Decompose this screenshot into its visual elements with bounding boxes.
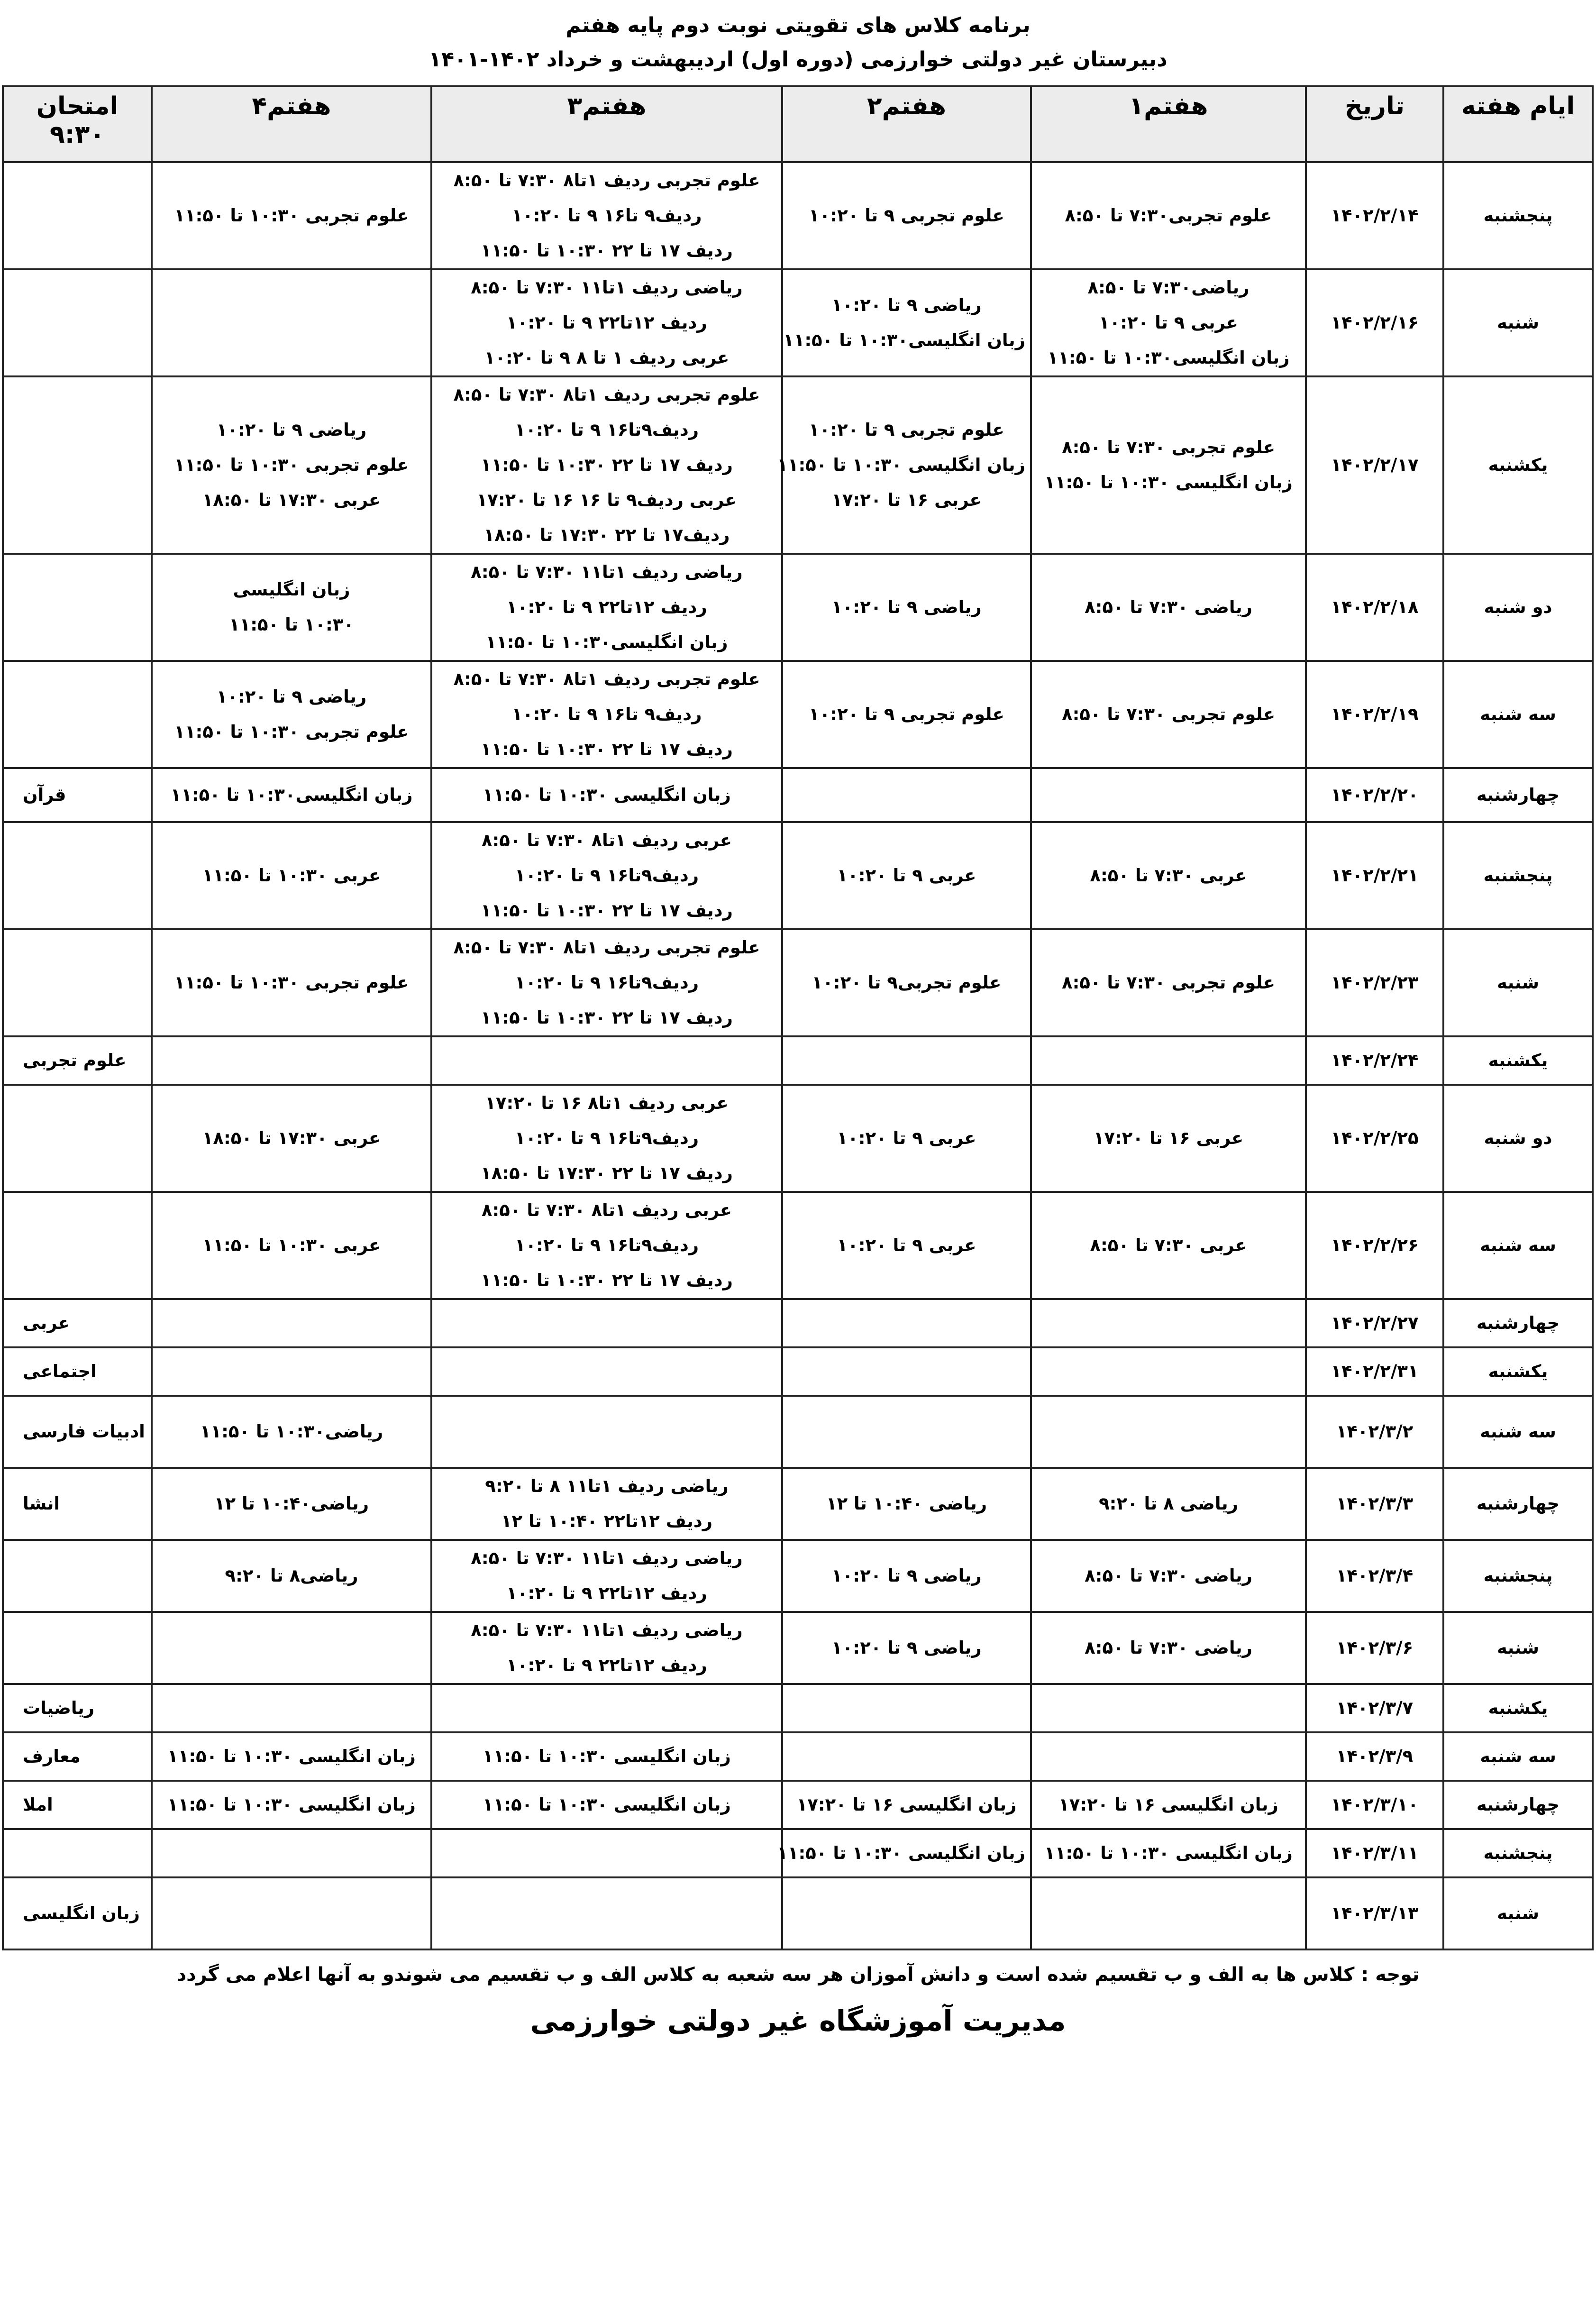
day-cell: سه شنبه <box>1443 1192 1593 1299</box>
header-week3: هفتم۳ <box>431 86 782 162</box>
week1-cell <box>1031 929 1306 1036</box>
week4-cell <box>152 1396 431 1468</box>
schedule-row <box>3 1347 1593 1396</box>
date-cell: ۱۴۰۲/۲/۳۱ <box>1306 1347 1443 1396</box>
exam-cell <box>3 1540 152 1612</box>
class-entry: زبان انگلیسی <box>233 579 350 600</box>
schedule-row <box>3 1192 1593 1299</box>
exam-cell <box>3 1085 152 1192</box>
week1-cell <box>1031 768 1306 822</box>
week1-cell <box>1031 1829 1306 1877</box>
class-entry: عربی ردیف۹ تا ۱۶ ۱۶ تا ۱۷:۲۰ <box>476 490 737 510</box>
note-text: توجه : کلاس ها به الف و ب تقسیم شده است و دانش آموزان هر سه شعبه به کلاس الف و ب تقسیم می شوندو به آنها اعلام می گردد <box>176 1964 1420 1986</box>
day-cell: سه شنبه <box>1443 1732 1593 1781</box>
date-cell: ۱۴۰۲/۳/۲ <box>1306 1396 1443 1468</box>
class-entry: زبان انگلیسی۱۰:۳۰ تا ۱۱:۵۰ <box>170 785 413 805</box>
week2-cell <box>782 1612 1031 1684</box>
week1-cell <box>1031 554 1306 661</box>
schedule-row <box>3 1396 1593 1468</box>
class-entry: عربی ۹ تا ۱۰:۲۰ <box>1099 312 1238 333</box>
week1-cell <box>1031 1781 1306 1829</box>
week1-cell <box>1031 1085 1306 1192</box>
schedule-row <box>3 269 1593 376</box>
week2-cell <box>782 929 1031 1036</box>
week3-cell <box>431 768 782 822</box>
class-entry: علوم تجربی ۹ تا ۱۰:۲۰ <box>809 420 1004 440</box>
class-entry: علوم تجربی ۱۰:۳۰ تا ۱۱:۵۰ <box>174 455 409 475</box>
day-cell: چهارشنبه <box>1443 768 1593 822</box>
week4-cell <box>152 822 431 929</box>
class-entry: زبان انگلیسی ۱۰:۳۰ تا ۱۱:۵۰ <box>777 1843 1025 1863</box>
date-cell: ۱۴۰۲/۲/۲۵ <box>1306 1085 1443 1192</box>
class-entry: ریاضی ۹ تا ۱۰:۲۰ <box>216 420 367 440</box>
class-entry: ردیف۹تا۱۶ ۹ تا ۱۰:۲۰ <box>515 420 699 440</box>
exam-cell: معارف <box>3 1732 152 1781</box>
class-entry: عربی ردیف ۱تا۸ ۱۶ تا ۱۷:۲۰ <box>485 1093 729 1113</box>
week2-cell <box>782 1299 1031 1347</box>
schedule-row <box>3 1036 1593 1085</box>
day-cell: یکشنبه <box>1443 376 1593 554</box>
week4-cell <box>152 1829 431 1877</box>
header-exam-label: امتحان <box>36 92 119 120</box>
class-entry: زبان انگلیسی ۱۰:۳۰ تا ۱۱:۵۰ <box>1044 472 1293 493</box>
week3-cell <box>431 1540 782 1612</box>
schedule-row <box>3 1468 1593 1540</box>
class-entry: عربی ۱۶ تا ۱۷:۲۰ <box>831 490 982 510</box>
week3-cell <box>431 1732 782 1781</box>
schedule-row <box>3 162 1593 269</box>
day-cell: چهارشنبه <box>1443 1299 1593 1347</box>
class-entry: علوم تجربی ۹ تا ۱۰:۲۰ <box>809 205 1004 226</box>
class-entry: ریاضی۸ تا ۹:۲۰ <box>225 1565 358 1586</box>
class-entry: ردیف ۱۷ تا ۲۲ ۱۰:۳۰ تا ۱۱:۵۰ <box>481 739 733 760</box>
week2-cell <box>782 1396 1031 1468</box>
week4-cell <box>152 554 431 661</box>
header-exam <box>3 86 152 162</box>
week4-cell <box>152 1877 431 1949</box>
week4-cell <box>152 1468 431 1540</box>
class-entry: عربی ۹ تا ۱۰:۲۰ <box>837 1235 976 1255</box>
week1-cell <box>1031 269 1306 376</box>
week4-cell <box>152 376 431 554</box>
week3-cell <box>431 1781 782 1829</box>
schedule-row <box>3 768 1593 822</box>
week4-cell <box>152 1612 431 1684</box>
date-cell: ۱۴۰۲/۳/۱۰ <box>1306 1781 1443 1829</box>
exam-cell <box>3 376 152 554</box>
week3-cell <box>431 661 782 768</box>
page-title: برنامه کلاس های تقویتی نوبت دوم پایه هفتم <box>565 13 1031 37</box>
date-cell: ۱۴۰۲/۲/۲۴ <box>1306 1036 1443 1085</box>
week1-cell <box>1031 1468 1306 1540</box>
week3-cell <box>431 376 782 554</box>
week2-cell <box>777 376 1031 554</box>
class-entry: ریاضی ردیف ۱تا۱۱ ۷:۳۰ تا ۸:۵۰ <box>471 1620 743 1640</box>
day-cell: چهارشنبه <box>1443 1468 1593 1540</box>
week1-cell <box>1031 1877 1306 1949</box>
week2-cell <box>782 768 1031 822</box>
class-entry: زبان انگلیسی ۱۰:۳۰ تا ۱۱:۵۰ <box>777 455 1025 475</box>
date-cell: ۱۴۰۲/۳/۶ <box>1306 1612 1443 1684</box>
class-entry: علوم تجربی ردیف ۱تا۸ ۷:۳۰ تا ۸:۵۰ <box>453 170 760 191</box>
class-entry: ردیف ۱۲تا۲۲ ۱۰:۴۰ تا ۱۲ <box>501 1511 713 1531</box>
class-entry: زبان انگلیسی۱۰:۳۰ تا ۱۱:۵۰ <box>783 330 1025 350</box>
week2-cell <box>777 1829 1031 1877</box>
class-entry: ریاضی۱۰:۳۰ تا ۱۱:۵۰ <box>200 1421 383 1442</box>
schedule-row <box>3 1829 1593 1877</box>
class-entry: علوم تجربی ۱۰:۳۰ تا ۱۱:۵۰ <box>174 722 409 742</box>
week4-cell <box>152 1036 431 1085</box>
class-entry: ردیف ۱۷ تا ۲۲ ۱۰:۳۰ تا ۱۱:۵۰ <box>481 1007 733 1028</box>
exam-cell: اجتماعی <box>3 1347 152 1396</box>
week4-cell <box>152 1540 431 1612</box>
week1-cell <box>1031 1347 1306 1396</box>
class-entry: ۱۰:۳۰ تا ۱۱:۵۰ <box>229 614 354 635</box>
date-cell: ۱۴۰۲/۲/۱۶ <box>1306 269 1443 376</box>
day-cell: شنبه <box>1443 1612 1593 1684</box>
week3-cell <box>431 929 782 1036</box>
week2-cell <box>782 1684 1031 1732</box>
schedule-row <box>3 661 1593 768</box>
class-entry: زبان انگلیسی ۱۶ تا ۱۷:۲۰ <box>1058 1794 1278 1815</box>
date-cell: ۱۴۰۲/۲/۲۱ <box>1306 822 1443 929</box>
class-entry: علوم تجربی ردیف ۱تا۸ ۷:۳۰ تا ۸:۵۰ <box>453 669 760 689</box>
class-entry: ردیف۹ تا۱۶ ۹ تا ۱۰:۲۰ <box>511 704 702 724</box>
week2-cell <box>782 269 1031 376</box>
exam-cell <box>3 661 152 768</box>
date-cell: ۱۴۰۲/۲/۱۴ <box>1306 162 1443 269</box>
schedule-row <box>3 1732 1593 1781</box>
class-entry: عربی ردیف ۱ تا ۸ ۹ تا ۱۰:۲۰ <box>484 348 730 368</box>
date-cell: ۱۴۰۲/۳/۳ <box>1306 1468 1443 1540</box>
week3-cell <box>431 269 782 376</box>
week2-cell <box>782 554 1031 661</box>
date-cell: ۱۴۰۲/۲/۲۰ <box>1306 768 1443 822</box>
date-cell: ۱۴۰۲/۲/۱۷ <box>1306 376 1443 554</box>
exam-cell: املا <box>3 1781 152 1829</box>
class-entry: ردیف ۱۲تا۲۲ ۹ تا ۱۰:۲۰ <box>506 597 707 617</box>
day-cell: دو شنبه <box>1443 554 1593 661</box>
schedule-row <box>3 1781 1593 1829</box>
week1-cell <box>1031 1540 1306 1612</box>
day-cell: یکشنبه <box>1443 1036 1593 1085</box>
week2-cell <box>782 1877 1031 1949</box>
week3-cell <box>431 1299 782 1347</box>
week4-cell <box>152 1347 431 1396</box>
week4-cell <box>152 929 431 1036</box>
class-entry: ریاضی ۸ تا ۹:۲۰ <box>1099 1493 1238 1514</box>
class-entry: علوم تجربی۷:۳۰ تا ۸:۵۰ <box>1065 205 1272 226</box>
class-entry: ردیف۱۷ تا ۲۲ ۱۷:۳۰ تا ۱۸:۵۰ <box>483 525 730 545</box>
exam-cell: زبان انگلیسی <box>3 1877 152 1949</box>
week4-cell <box>152 1192 431 1299</box>
class-entry: علوم تجربی ۷:۳۰ تا ۸:۵۰ <box>1061 704 1275 724</box>
header-week4: هفتم۴ <box>152 86 431 162</box>
class-entry: ریاضی ۷:۳۰ تا ۸:۵۰ <box>1085 1565 1252 1586</box>
schedule-row <box>3 1540 1593 1612</box>
week3-cell <box>431 1036 782 1085</box>
day-cell: شنبه <box>1443 269 1593 376</box>
exam-cell <box>3 1612 152 1684</box>
class-entry: زبان انگلیسی ۱۰:۳۰ تا ۱۱:۵۰ <box>167 1794 416 1815</box>
day-cell: سه شنبه <box>1443 661 1593 768</box>
class-entry: علوم تجربی ۷:۳۰ تا ۸:۵۰ <box>1061 437 1275 458</box>
class-entry: ریاضی ۹ تا ۱۰:۲۰ <box>831 597 982 617</box>
class-entry: ردیف ۱۷ تا ۲۲ ۱۰:۳۰ تا ۱۱:۵۰ <box>481 240 733 261</box>
class-entry: ردیف ۱۷ تا ۲۲ ۱۰:۳۰ تا ۱۱:۵۰ <box>481 455 733 475</box>
class-entry: زبان انگلیسی ۱۰:۳۰ تا ۱۱:۵۰ <box>1044 1843 1293 1863</box>
date-cell: ۱۴۰۲/۲/۲۶ <box>1306 1192 1443 1299</box>
week3-cell <box>431 1192 782 1299</box>
week1-cell <box>1031 1732 1306 1781</box>
schedule-row <box>3 1085 1593 1192</box>
week3-cell <box>431 1612 782 1684</box>
class-entry: ریاضی۷:۳۰ تا ۸:۵۰ <box>1087 277 1249 298</box>
exam-cell <box>3 554 152 661</box>
week1-cell <box>1031 376 1306 554</box>
schedule-row <box>3 1877 1593 1949</box>
week3-cell <box>431 1684 782 1732</box>
class-entry: ردیف ۱۲تا۲۲ ۹ تا ۱۰:۲۰ <box>506 1655 707 1675</box>
week1-cell <box>1031 162 1306 269</box>
class-schedule-table <box>2 85 1594 1950</box>
schedule-row <box>3 929 1593 1036</box>
class-entry: ردیف ۱۷ تا ۲۲ ۱۷:۳۰ تا ۱۸:۵۰ <box>481 1163 733 1183</box>
exam-cell: قرآن <box>3 768 152 822</box>
week4-cell <box>152 1732 431 1781</box>
week3-cell <box>431 1829 782 1877</box>
date-cell: ۱۴۰۲/۳/۱۱ <box>1306 1829 1443 1877</box>
header-date: تاریخ <box>1306 86 1443 162</box>
week3-cell <box>431 1085 782 1192</box>
class-entry: عربی ۹ تا ۱۰:۲۰ <box>837 865 976 886</box>
week1-cell <box>1031 1036 1306 1085</box>
week2-cell <box>782 1781 1031 1829</box>
class-entry: عربی ۷:۳۰ تا ۸:۵۰ <box>1090 865 1247 886</box>
exam-cell <box>3 162 152 269</box>
week2-cell <box>782 822 1031 929</box>
week3-cell <box>431 1347 782 1396</box>
week2-cell <box>782 1036 1031 1085</box>
exam-cell: علوم تجربی <box>3 1036 152 1085</box>
class-entry: علوم تجربی ردیف ۱تا۸ ۷:۳۰ تا ۸:۵۰ <box>453 937 760 958</box>
header-week2: هفتم۲ <box>782 86 1031 162</box>
week1-cell <box>1031 1612 1306 1684</box>
footer-signature: مدیریت آموزشگاه غیر دولتی خوارزمی <box>530 2004 1066 2038</box>
exam-cell <box>3 1192 152 1299</box>
class-entry: عربی ۱۶ تا ۱۷:۲۰ <box>1093 1128 1244 1148</box>
week2-cell <box>782 162 1031 269</box>
class-entry: ردیف ۱۲تا۲۲ ۹ تا ۱۰:۲۰ <box>506 312 707 333</box>
week4-cell <box>152 1299 431 1347</box>
class-entry: زبان انگلیسی ۱۰:۳۰ تا ۱۱:۵۰ <box>483 785 731 805</box>
class-entry: ردیف۹تا۱۶ ۹ تا ۱۰:۲۰ <box>515 865 699 886</box>
week1-cell <box>1031 1684 1306 1732</box>
class-entry: ریاضی ردیف ۱تا۱۱ ۷:۳۰ تا ۸:۵۰ <box>471 1548 743 1568</box>
class-entry: ریاضی ردیف ۱تا۱۱ ۷:۳۰ تا ۸:۵۰ <box>471 277 743 298</box>
date-cell: ۱۴۰۲/۲/۲۳ <box>1306 929 1443 1036</box>
class-entry: علوم تجربی ۱۰:۳۰ تا ۱۱:۵۰ <box>174 205 409 226</box>
class-entry: ریاضی ۷:۳۰ تا ۸:۵۰ <box>1085 1638 1252 1658</box>
day-cell: یکشنبه <box>1443 1347 1593 1396</box>
week3-cell <box>431 822 782 929</box>
class-entry: زبان انگلیسی ۱۶ تا ۱۷:۲۰ <box>796 1794 1017 1815</box>
header-day: ایام هفته <box>1443 86 1593 162</box>
week4-cell <box>152 162 431 269</box>
week4-cell <box>152 1781 431 1829</box>
class-entry: عربی ۱۷:۳۰ تا ۱۸:۵۰ <box>202 1128 381 1148</box>
class-entry: ردیف ۱۷ تا ۲۲ ۱۰:۳۰ تا ۱۱:۵۰ <box>481 1270 733 1290</box>
class-entry: ردیف ۱۲تا۲۲ ۹ تا ۱۰:۲۰ <box>506 1583 707 1603</box>
class-entry: زبان انگلیسی۱۰:۳۰ تا ۱۱:۵۰ <box>485 632 728 652</box>
class-entry: علوم تجربی ردیف ۱تا۸ ۷:۳۰ تا ۸:۵۰ <box>453 384 760 405</box>
header-week1: هفتم۱ <box>1031 86 1306 162</box>
exam-cell: انشا <box>3 1468 152 1540</box>
class-entry: ردیف۹تا۱۶ ۹ تا ۱۰:۲۰ <box>515 972 699 993</box>
date-cell: ۱۴۰۲/۲/۱۹ <box>1306 661 1443 768</box>
week4-cell <box>152 269 431 376</box>
schedule-row <box>3 1612 1593 1684</box>
class-entry: عربی ۱۰:۳۰ تا ۱۱:۵۰ <box>202 1235 381 1255</box>
day-cell: یکشنبه <box>1443 1684 1593 1732</box>
week3-cell <box>431 1396 782 1468</box>
week3-cell <box>431 554 782 661</box>
exam-cell <box>3 822 152 929</box>
class-entry: عربی ۱۷:۳۰ تا ۱۸:۵۰ <box>202 490 381 510</box>
week1-cell <box>1031 1192 1306 1299</box>
day-cell: پنجشنبه <box>1443 1540 1593 1612</box>
page-subtitle: دبیرستان غیر دولتی خوارزمی (دوره اول) اردیبهشت و خرداد ۱۴۰۲-۱۴۰۱ <box>429 47 1167 72</box>
class-entry: ریاضی ردیف ۱تا۱۱ ۷:۳۰ تا ۸:۵۰ <box>471 562 743 582</box>
schedule-row <box>3 1684 1593 1732</box>
week3-cell <box>431 162 782 269</box>
week4-cell <box>152 661 431 768</box>
exam-cell <box>3 929 152 1036</box>
class-entry: ریاضی ۹ تا ۱۰:۲۰ <box>216 686 367 707</box>
class-entry: عربی ۷:۳۰ تا ۸:۵۰ <box>1090 1235 1247 1255</box>
week2-cell <box>782 1347 1031 1396</box>
exam-cell <box>3 269 152 376</box>
date-cell: ۱۴۰۲/۳/۴ <box>1306 1540 1443 1612</box>
exam-cell: عربی <box>3 1299 152 1347</box>
class-entry: زبان انگلیسی ۱۰:۳۰ تا ۱۱:۵۰ <box>167 1746 416 1766</box>
schedule-row <box>3 822 1593 929</box>
date-cell: ۱۴۰۲/۳/۷ <box>1306 1684 1443 1732</box>
day-cell: دو شنبه <box>1443 1085 1593 1192</box>
date-cell: ۱۴۰۲/۲/۱۸ <box>1306 554 1443 661</box>
week3-cell <box>431 1877 782 1949</box>
class-entry: ریاضی ۹ تا ۱۰:۲۰ <box>831 1638 982 1658</box>
class-entry: ریاضی ۷:۳۰ تا ۸:۵۰ <box>1085 597 1252 617</box>
date-cell: ۱۴۰۲/۳/۱۳ <box>1306 1877 1443 1949</box>
exam-cell: ادبیات فارسی <box>3 1396 152 1468</box>
day-cell: شنبه <box>1443 1877 1593 1949</box>
class-entry: ردیف۹تا۱۶ ۹ تا ۱۰:۲۰ <box>515 1128 699 1148</box>
header-row <box>3 86 1593 162</box>
week4-cell <box>152 1684 431 1732</box>
class-entry: علوم تجربی ۷:۳۰ تا ۸:۵۰ <box>1061 972 1275 993</box>
week2-cell <box>782 1192 1031 1299</box>
class-entry: ریاضی ۱۰:۴۰ تا ۱۲ <box>826 1493 987 1514</box>
week2-cell <box>782 1468 1031 1540</box>
schedule-body <box>3 162 1593 1949</box>
class-entry: ردیف۹ تا۱۶ ۹ تا ۱۰:۲۰ <box>511 205 702 226</box>
week4-cell <box>152 768 431 822</box>
class-entry: زبان انگلیسی ۱۰:۳۰ تا ۱۱:۵۰ <box>483 1746 731 1766</box>
date-cell: ۱۴۰۲/۲/۲۷ <box>1306 1299 1443 1347</box>
class-entry: زبان انگلیسی ۱۰:۳۰ تا ۱۱:۵۰ <box>483 1794 731 1815</box>
class-entry: عربی ۹ تا ۱۰:۲۰ <box>837 1128 976 1148</box>
week2-cell <box>782 1085 1031 1192</box>
week1-cell <box>1031 1299 1306 1347</box>
class-entry: علوم تجربی۹ تا ۱۰:۲۰ <box>812 972 1002 993</box>
day-cell: چهارشنبه <box>1443 1781 1593 1829</box>
week2-cell <box>782 1540 1031 1612</box>
day-cell: پنجشنبه <box>1443 822 1593 929</box>
class-entry: عربی ۱۰:۳۰ تا ۱۱:۵۰ <box>202 865 381 886</box>
schedule-row <box>3 1299 1593 1347</box>
class-entry: عربی ردیف ۱تا۸ ۷:۳۰ تا ۸:۵۰ <box>481 830 732 851</box>
date-cell: ۱۴۰۲/۳/۹ <box>1306 1732 1443 1781</box>
class-entry: ردیف۹تا۱۶ ۹ تا ۱۰:۲۰ <box>515 1235 699 1255</box>
week3-cell <box>431 1468 782 1540</box>
day-cell: پنجشنبه <box>1443 1829 1593 1877</box>
schedule-row <box>3 554 1593 661</box>
week1-cell <box>1031 661 1306 768</box>
day-cell: شنبه <box>1443 929 1593 1036</box>
class-entry: عربی ردیف ۱تا۸ ۷:۳۰ تا ۸:۵۰ <box>481 1200 732 1220</box>
header-exam-time: ۹:۳۰ <box>49 120 105 149</box>
class-entry: ریاضی ۹ تا ۱۰:۲۰ <box>831 295 982 315</box>
class-entry: ریاضی ردیف ۱تا۱۱ ۸ تا ۹:۲۰ <box>485 1476 729 1496</box>
exam-cell: ریاضیات <box>3 1684 152 1732</box>
class-entry: علوم تجربی ۱۰:۳۰ تا ۱۱:۵۰ <box>174 972 409 993</box>
week1-cell <box>1031 822 1306 929</box>
class-entry: ریاضی ۹ تا ۱۰:۲۰ <box>831 1565 982 1586</box>
week2-cell <box>782 661 1031 768</box>
day-cell: سه شنبه <box>1443 1396 1593 1468</box>
week1-cell <box>1031 1396 1306 1468</box>
week2-cell <box>782 1732 1031 1781</box>
class-entry: زبان انگلیسی۱۰:۳۰ تا ۱۱:۵۰ <box>1047 348 1290 368</box>
class-entry: ریاضی۱۰:۴۰ تا ۱۲ <box>214 1493 369 1514</box>
class-entry: ردیف ۱۷ تا ۲۲ ۱۰:۳۰ تا ۱۱:۵۰ <box>481 900 733 921</box>
schedule-row <box>3 376 1593 554</box>
exam-cell <box>3 1829 152 1877</box>
day-cell: پنجشنبه <box>1443 162 1593 269</box>
class-entry: علوم تجربی ۹ تا ۱۰:۲۰ <box>809 704 1004 724</box>
week4-cell <box>152 1085 431 1192</box>
